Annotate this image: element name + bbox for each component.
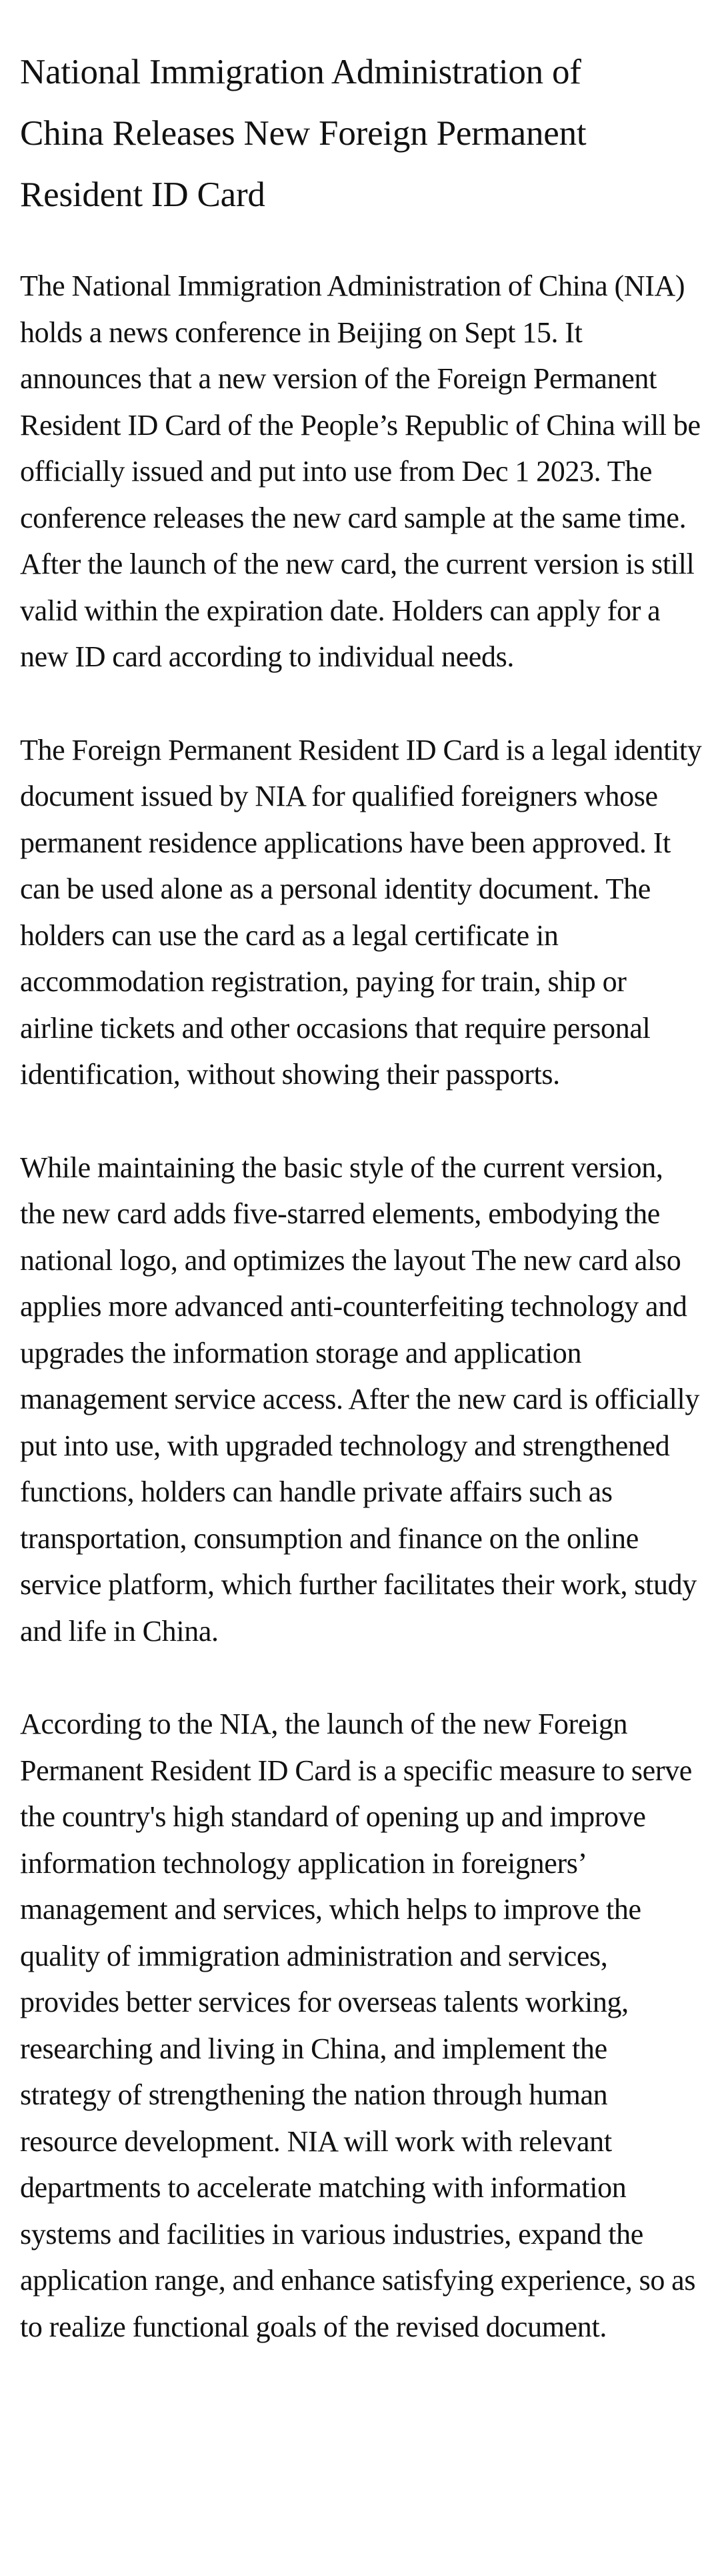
article-paragraph-4: According to the NIA, the launch of the new Foreign Permanent Resident ID Card is a specific measure to serve the country's high standard of opening up and improve information technology application in foreigners’ management and services, which helps to improve the quality of immigration administration and services, provides better services for overseas talents working, researching and living in China, and implement the strategy of strengthening the nation through human resource development. NIA will work with relevant departments to accelerate matching with information systems and facilities in various industries, expand the application range, and enhance satisfying experience, so as to realize functional goals of the revised document.	[20, 1708, 696, 2343]
article-title: National Immigration Administration of China Releases New Foreign Permanent Resident ID Card	[20, 53, 587, 214]
article-paragraph-2: The Foreign Permanent Resident ID Card is a legal identity document issued by NIA for qualified foreigners whose permanent residence applications have been approved. It can be used alone as a personal identity document. The holders can use the card as a legal certificate in accommodation registration, paying for train, ship or airline tickets and other occasions that require personal identification, without showing their passports.	[20, 733, 702, 1091]
article-paragraph-1: The National Immigration Administration of China (NIA) holds a news conference in Beijing on Sept 15. It announces that a new version of the Foreign Permanent Resident ID Card of the People’s Republic of China will be officially issued and put into use from Dec 1 2023. The conference releases the new card sample at the same time. After the launch of the new card, the current version is still valid within the expiration date. Holders can apply for a new ID card according to individual needs.	[20, 269, 701, 673]
article-paragraph-3: While maintaining the basic style of the current version, the new card adds five-starred elements, embodying the national logo, and optimizes the layout The new card also applies more advanced anti-counterfeiting technology and upgrades the information storage and application management service access. After the new card is officially put into use, with upgraded technology and strengthened functions, holders can handle private affairs such as transportation, consumption and finance on the online service platform, which further facilitates their work, study and life in China.	[20, 1151, 700, 1648]
